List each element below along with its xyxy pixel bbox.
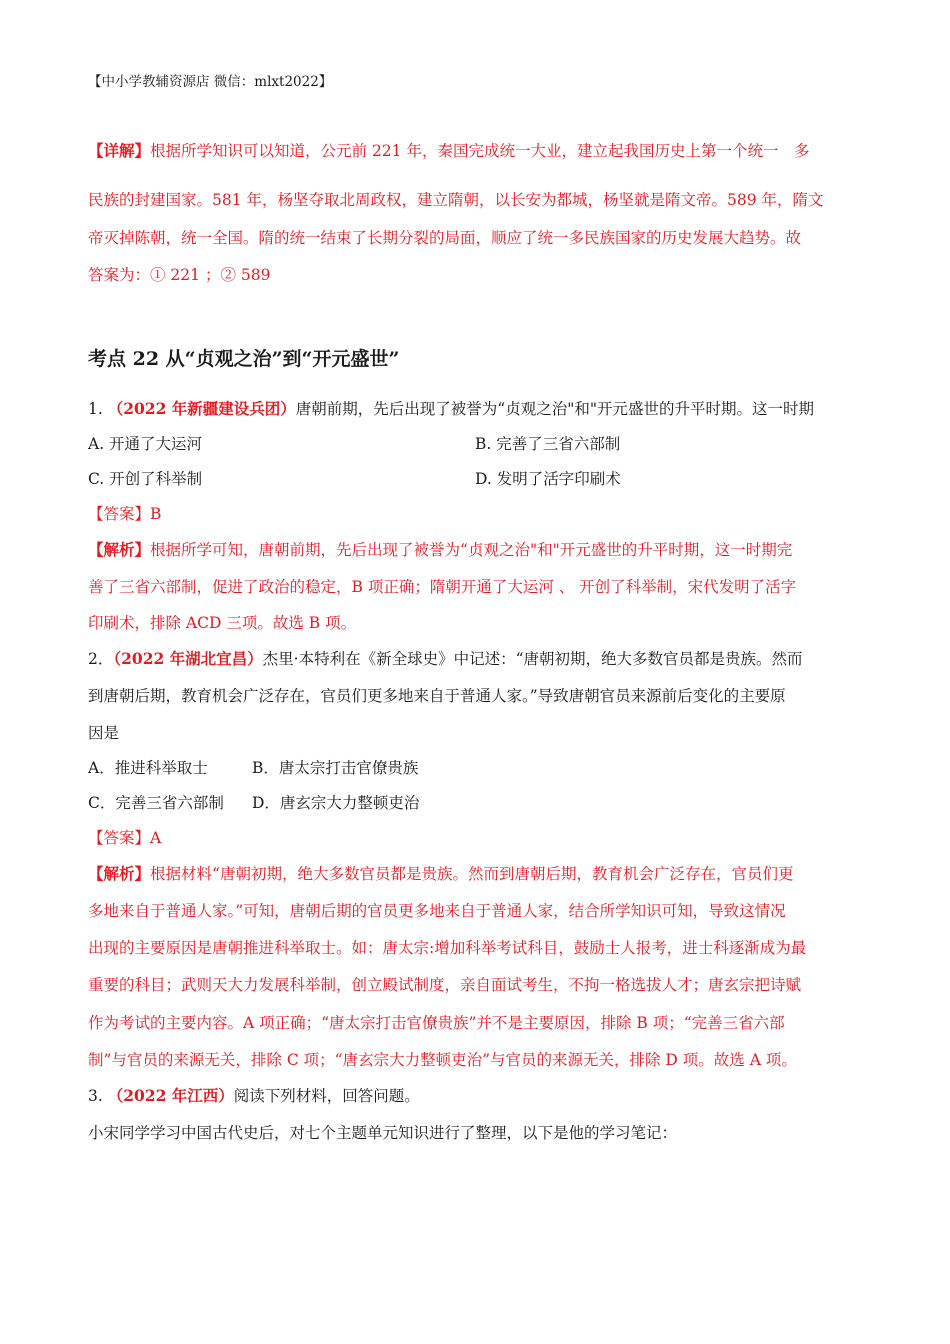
q1-options-row-2 (88, 468, 868, 490)
q2-options-row-1 (88, 757, 868, 779)
intro-line-1: 【详解】根据所学知识可以知道，公元前 221 年，秦国完成统一大业，建立起我国历史上第一个统一 多 (88, 141, 810, 160)
q1-option-a: A. 开通了大运河 (88, 435, 203, 453)
q1-answer: 【答案】B (88, 505, 162, 523)
q3-stem: 3. （2022 年江西）阅读下列材料，回答问题。 (88, 1086, 420, 1105)
q1-option-c: C. 开创了科举制 (88, 470, 203, 488)
intro-line-4: 答案为：① 221 ；② 589 (88, 266, 271, 284)
q2-stem-line-3: 因是 (88, 724, 120, 742)
q2-options-row-2 (88, 792, 868, 814)
page-header: 【中小学教辅资源店 微信：mlxt2022】 (88, 74, 333, 90)
q1-stem: 1. （2022 年新疆建设兵团）唐朝前期，先后出现了被誉为“贞观之治"和"开元盛世的升平时期。这一时期 (88, 399, 814, 418)
q2-answer: 【答案】A (88, 829, 162, 847)
q1-option-b: B. 完善了三省六部制 (475, 435, 621, 453)
q1-analysis-line-3: 印刷术，排除 ACD 三项。故选 B 项。 (88, 614, 357, 632)
q2-stem-line-2: 到唐朝后期，教育机会广泛存在，官员们更多地来自于普通人家。”导致唐朝官员来源前后变化的主要原 (88, 687, 786, 705)
q2-analysis-line-3: 出现的主要原因是唐朝推进科举取士。如：唐太宗:增加科举考试科目，鼓励士人报考，进士科逐渐成为最 (88, 939, 807, 957)
q2-analysis-line-2: 多地来自于普通人家。”可知，唐朝后期的官员更多地来自于普通人家，结合所学知识可知，导致这情况 (88, 902, 786, 920)
q1-option-d: D. 发明了活字印刷术 (475, 470, 621, 488)
q1-analysis-line-1: 【解析】根据所学可知，唐朝前期，先后出现了被誉为“贞观之治"和"开元盛世的升平时期，这一时期完 (88, 540, 793, 559)
intro-line-2: 民族的封建国家。581 年，杨坚夺取北周政权，建立隋朝，以长安为都城，杨坚就是隋文帝。589 年，隋文 (88, 191, 824, 209)
q2-analysis-line-4: 重要的科目；武则天大力发展科举制，创立殿试制度，亲自面试考生，不拘一格选拔人才；唐玄宗把诗赋 (88, 976, 802, 994)
q2-analysis-line-6: 制”与官员的来源无关，排除 C 项；“唐玄宗大力整顿吏治”与官员的来源无关，排除 D 项。故选 A 项。 (88, 1051, 797, 1069)
section-title: 考点 22 从“贞观之治”到“开元盛世” (88, 348, 400, 370)
q3-source: （2022 年江西） (107, 1086, 234, 1105)
q1-source: （2022 年新疆建设兵团） (107, 399, 296, 418)
q2-stem-line-1: 2．（2022 年湖北宜昌）杰里·本特利在《新全球史》中记述：“唐朝初期，绝大多数官员都是贵族。然而 (88, 649, 803, 668)
q3-line-2: 小宋同学学习中国古代史后，对七个主题单元知识进行了整理，以下是他的学习笔记： (88, 1124, 678, 1142)
q2-analysis-line-5: 作为考试的主要内容。A 项正确；“唐太宗打击官僚贵族”并不是主要原因，排除 B 项；“完善三省六部 (88, 1014, 785, 1032)
q2-option-c: C．完善三省六部制 (88, 794, 224, 812)
q2-option-b: B．唐太宗打击官僚贵族 (252, 759, 419, 777)
q2-analysis-line-1: 【解析】根据材料“唐朝初期，绝大多数官员都是贵族。然而到唐朝后期，教育机会广泛存在，官员们更 (88, 864, 794, 883)
q1-analysis-line-2: 善了三省六部制，促进了政治的稳定，B 项正确；隋朝开通了大运河 、 开创了科举制，宋代发明了活字 (88, 578, 797, 596)
q1-options-row-1 (88, 433, 868, 455)
q2-option-a: A．推进科举取士 (88, 759, 208, 777)
q2-source: （2022 年湖北宜昌） (113, 649, 263, 668)
intro-line-3: 帝灭掉陈朝，统一全国。隋的统一结束了长期分裂的局面，顺应了统一多民族国家的历史发展大趋势。故 (88, 229, 802, 247)
intro-label: 【详解】 (88, 141, 151, 160)
q2-option-d: D．唐玄宗大力整顿吏治 (252, 794, 420, 812)
